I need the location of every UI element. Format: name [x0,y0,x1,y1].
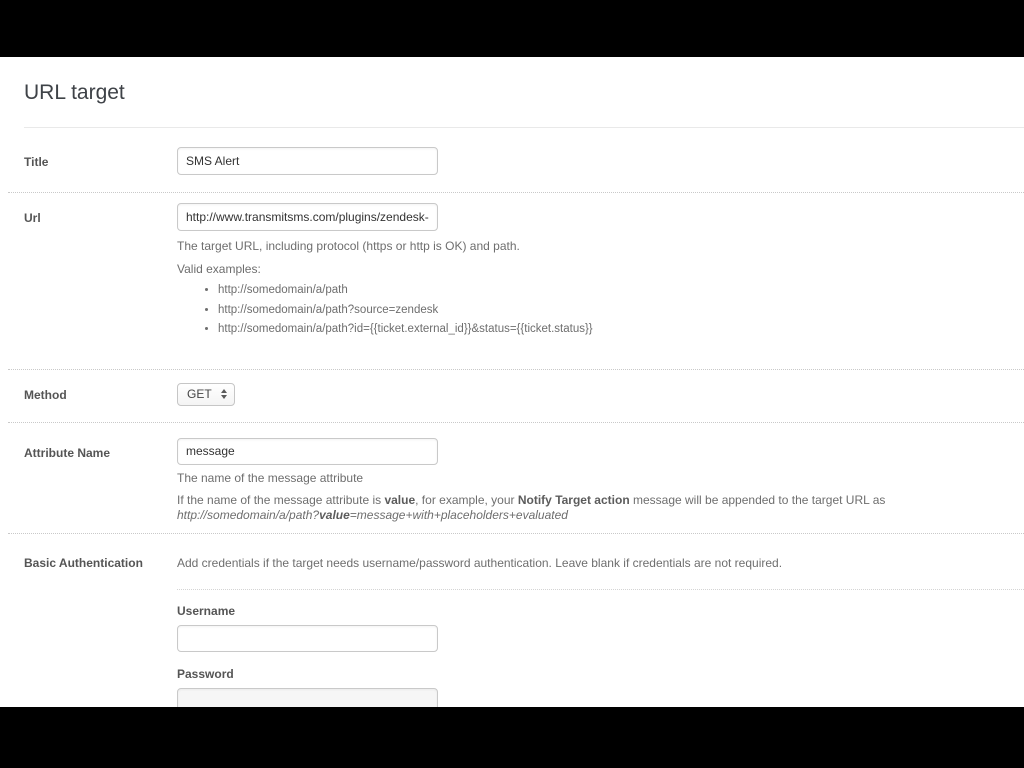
basic-authentication-help-text: Add credentials if the target needs username/password authentication. Leave blank if credentials are not required. [177,555,783,570]
username-label: Username [177,603,236,618]
method-row [0,370,1024,422]
attribute-name-label: Attribute Name [24,445,111,460]
auth-divider [177,589,1024,590]
url-examples-list [177,284,1024,336]
title-label: Title [24,155,49,169]
url-label: Url [24,211,41,225]
attribute-name-row [0,423,1024,533]
password-label: Password [177,666,234,681]
url-help-text: The target URL, including protocol (https or http is OK) and path. [177,239,520,253]
method-select[interactable] [177,383,235,406]
attribute-note: If the name of the message attribute is value, for example, your Notify Target action message will be appended to the target URL as http://somedomain/a/path?value=message+with+placeholders+evaluated [177,493,1024,523]
attribute-note-example-url: http://somedomain/a/path?value=message+with+placeholders+evaluated [177,507,568,522]
method-selected-value: GET [187,387,212,401]
basic-authentication-label: Basic Authentication [24,555,143,570]
url-example-item: • http://somedomain/a/path?id={{ticket.external_id}}&status={{ticket.status}} [218,323,1024,336]
url-row [0,193,1024,369]
select-stepper-icon [221,389,227,399]
letterbox-top [0,0,1024,57]
attribute-name-input[interactable] [177,438,438,465]
url-example-item: • http://somedomain/a/path?source=zendesk [218,304,1024,317]
username-input[interactable] [177,625,438,652]
valid-examples-heading: Valid examples: [177,262,261,276]
url-example-item: • http://somedomain/a/path [218,284,1024,297]
title-row [0,128,1024,192]
letterbox-bottom [0,707,1024,768]
method-label: Method [24,387,67,402]
url-target-form [0,57,1024,707]
attribute-help-text: The name of the message attribute [177,470,364,485]
url-input[interactable] [177,203,438,231]
basic-authentication-row [0,534,1024,708]
title-input[interactable] [177,147,438,175]
password-input[interactable] [177,688,438,708]
page-title: URL target [24,81,125,104]
